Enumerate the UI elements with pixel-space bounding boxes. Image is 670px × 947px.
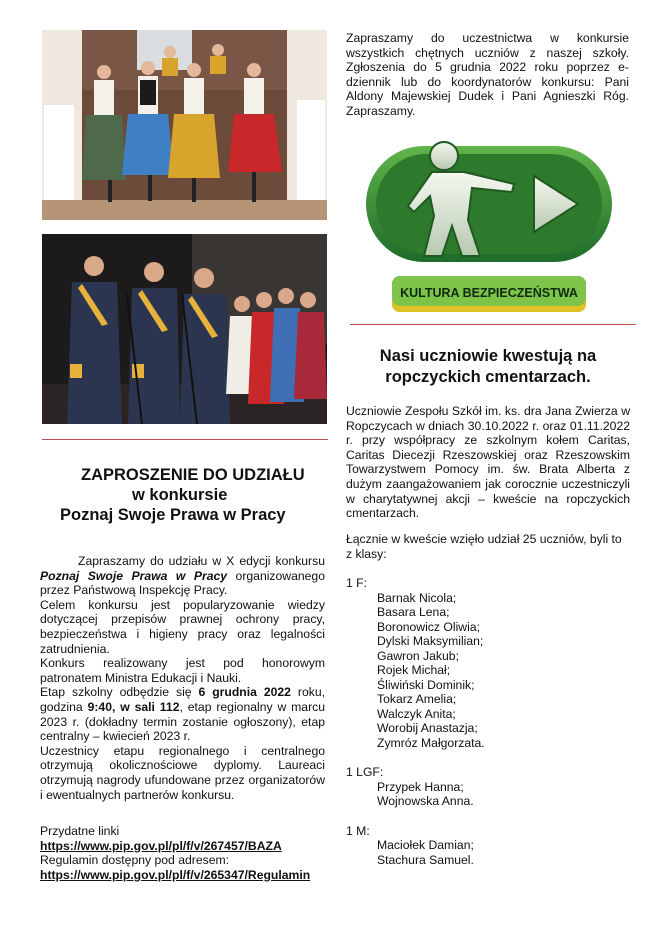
cemetery-title-line2: ropczyckich cmentarzach. <box>385 368 591 386</box>
right-divider <box>350 324 636 325</box>
invitation-title-line2: w konkursie <box>132 486 228 504</box>
invitation-body <box>40 554 325 802</box>
list-item: Rojek Michał; <box>377 663 451 678</box>
invitation-title-line3: Poznaj Swoje Prawa w Pracy <box>60 506 286 524</box>
invitation-paragraph-1: Zapraszamy do udziału w X edycji konkursu Poznaj Swoje Prawa w Pracy organizowanego przez Państwową Inspekcję Pracy. <box>40 554 325 598</box>
invitation-paragraph-5: Uczestnicy etapu regionalnego i centralnego otrzymują okolicznościowe dyplomy. Laureaci otrzymują nagrody ufundowane przez organizatorów i ewentualnych partnerów konkursu. <box>40 743 325 802</box>
baza-link[interactable]: https://www.pip.gov.pl/pl/f/v/267457/BAZA <box>40 838 282 853</box>
list-item: Przypek Hanna; <box>377 779 464 794</box>
class-label: 1 M: <box>346 823 370 838</box>
list-item: Worobij Anastazja; <box>377 721 478 736</box>
invitation-title <box>42 465 342 525</box>
invitation-paragraph-3: Konkurs realizowany jest pod honorowym patronatem Ministra Edukacji i Nauki. <box>40 656 325 685</box>
cemetery-title <box>346 346 630 388</box>
invitation-paragraph-4: Etap szkolny odbędzie się 6 grudnia 2022 roku, godzina 9:40, w sali 112, etap regionalny w marcu 2023 r. (dokładny termin zostanie ogłoszony), etap centralny – kwiecień 2023 r. <box>40 685 325 744</box>
list-item: Stachura Samuel. <box>377 852 474 867</box>
contest-name: Poznaj Swoje Prawa w Pracy <box>40 568 228 583</box>
logo-graphic <box>364 140 614 318</box>
list-item: Tokarz Amelia; <box>377 692 457 707</box>
student-list <box>346 838 630 867</box>
regulamin-link[interactable]: https://www.pip.gov.pl/pl/f/v/265347/Regulamin <box>40 867 311 882</box>
school-stage-date: 6 grudnia 2022 <box>198 685 291 700</box>
cemetery-title-line1: Nasi uczniowie kwestują na <box>379 347 597 365</box>
school-stage-time: 9:40, w sali 112 <box>87 699 180 714</box>
folk-dance-photo <box>42 30 327 220</box>
list-item: Śliwiński Dominik; <box>377 677 475 692</box>
invitation-paragraph-2: Celem konkursu jest popularyzowanie wiedzy dotyczącej przepisów prawnej ochrony pracy, bezpieczeństwa i higieny pracy oraz legalności zatrudnienia. <box>40 597 325 656</box>
list-item: Zymróz Małgorzata. <box>377 735 485 750</box>
list-item: Basara Lena; <box>377 605 450 620</box>
logo-text: KULTURA BEZPIECZEŃSTWA <box>400 286 578 300</box>
list-item: Barnak Nicola; <box>377 590 457 605</box>
regulamin-label: Regulamin dostępny pod adresem: <box>40 853 230 868</box>
list-item: Walczyk Anita; <box>377 706 456 721</box>
class-1lgf <box>346 765 630 809</box>
singers-photo <box>42 234 327 424</box>
class-label: 1 F: <box>346 576 367 590</box>
class-list <box>346 576 630 867</box>
student-list <box>346 591 630 751</box>
list-item: Dylski Maksymilian; <box>377 634 484 649</box>
intro-text: Zapraszamy do uczestnictwa w konkursie wszystkich chętnych uczniów z naszej szkoły. Zgłoszenia do 5 grudnia 2022 roku poprzez e-dziennik lub do koordynatorów konkursu: Pani Aldony Majewskiej Dudek i Pani Agnieszki Róg. Zapraszamy. <box>346 31 629 118</box>
cemetery-paragraph-2: Łącznie w kweście wzięło udział 25 uczniów, byli to z klasy: <box>346 532 622 561</box>
list-item: Boronowicz Oliwia; <box>377 619 480 634</box>
cemetery-paragraph-1: Uczniowie Zespołu Szkół im. ks. dra Jana Zwierza w Ropczycach w dniach 30.10.2022 r. oraz 01.11.2022 r. przy współpracy ze szkolnym kołem Caritas, Caritas Diecezji Rzeszowskiej oraz Rzeszowskim Towarzystwem Pomocy im. św. Brata Alberta z dużym zaangażowaniem jak corocznie uczestniczyli w charytatywnej akcji – kweście na ropczyckich cmentarzach. <box>346 404 630 521</box>
class-label: 1 LGF: <box>346 765 384 780</box>
invitation-title-line1: ZAPROSZENIE DO UDZIAŁU <box>81 466 305 484</box>
class-1f <box>346 576 630 750</box>
useful-links-label: Przydatne linki <box>40 824 120 838</box>
class-1m <box>346 824 630 868</box>
useful-links <box>40 824 340 882</box>
singers-illustration <box>42 234 327 424</box>
list-item: Gawron Jakub; <box>377 648 459 663</box>
list-item: Maciołek Damian; <box>377 838 474 853</box>
list-item: Wojnowska Anna. <box>377 794 474 809</box>
kultura-bezpieczenstwa-logo <box>364 140 614 318</box>
left-divider <box>42 439 328 440</box>
student-list <box>346 780 630 809</box>
folk-dance-illustration <box>42 30 327 220</box>
